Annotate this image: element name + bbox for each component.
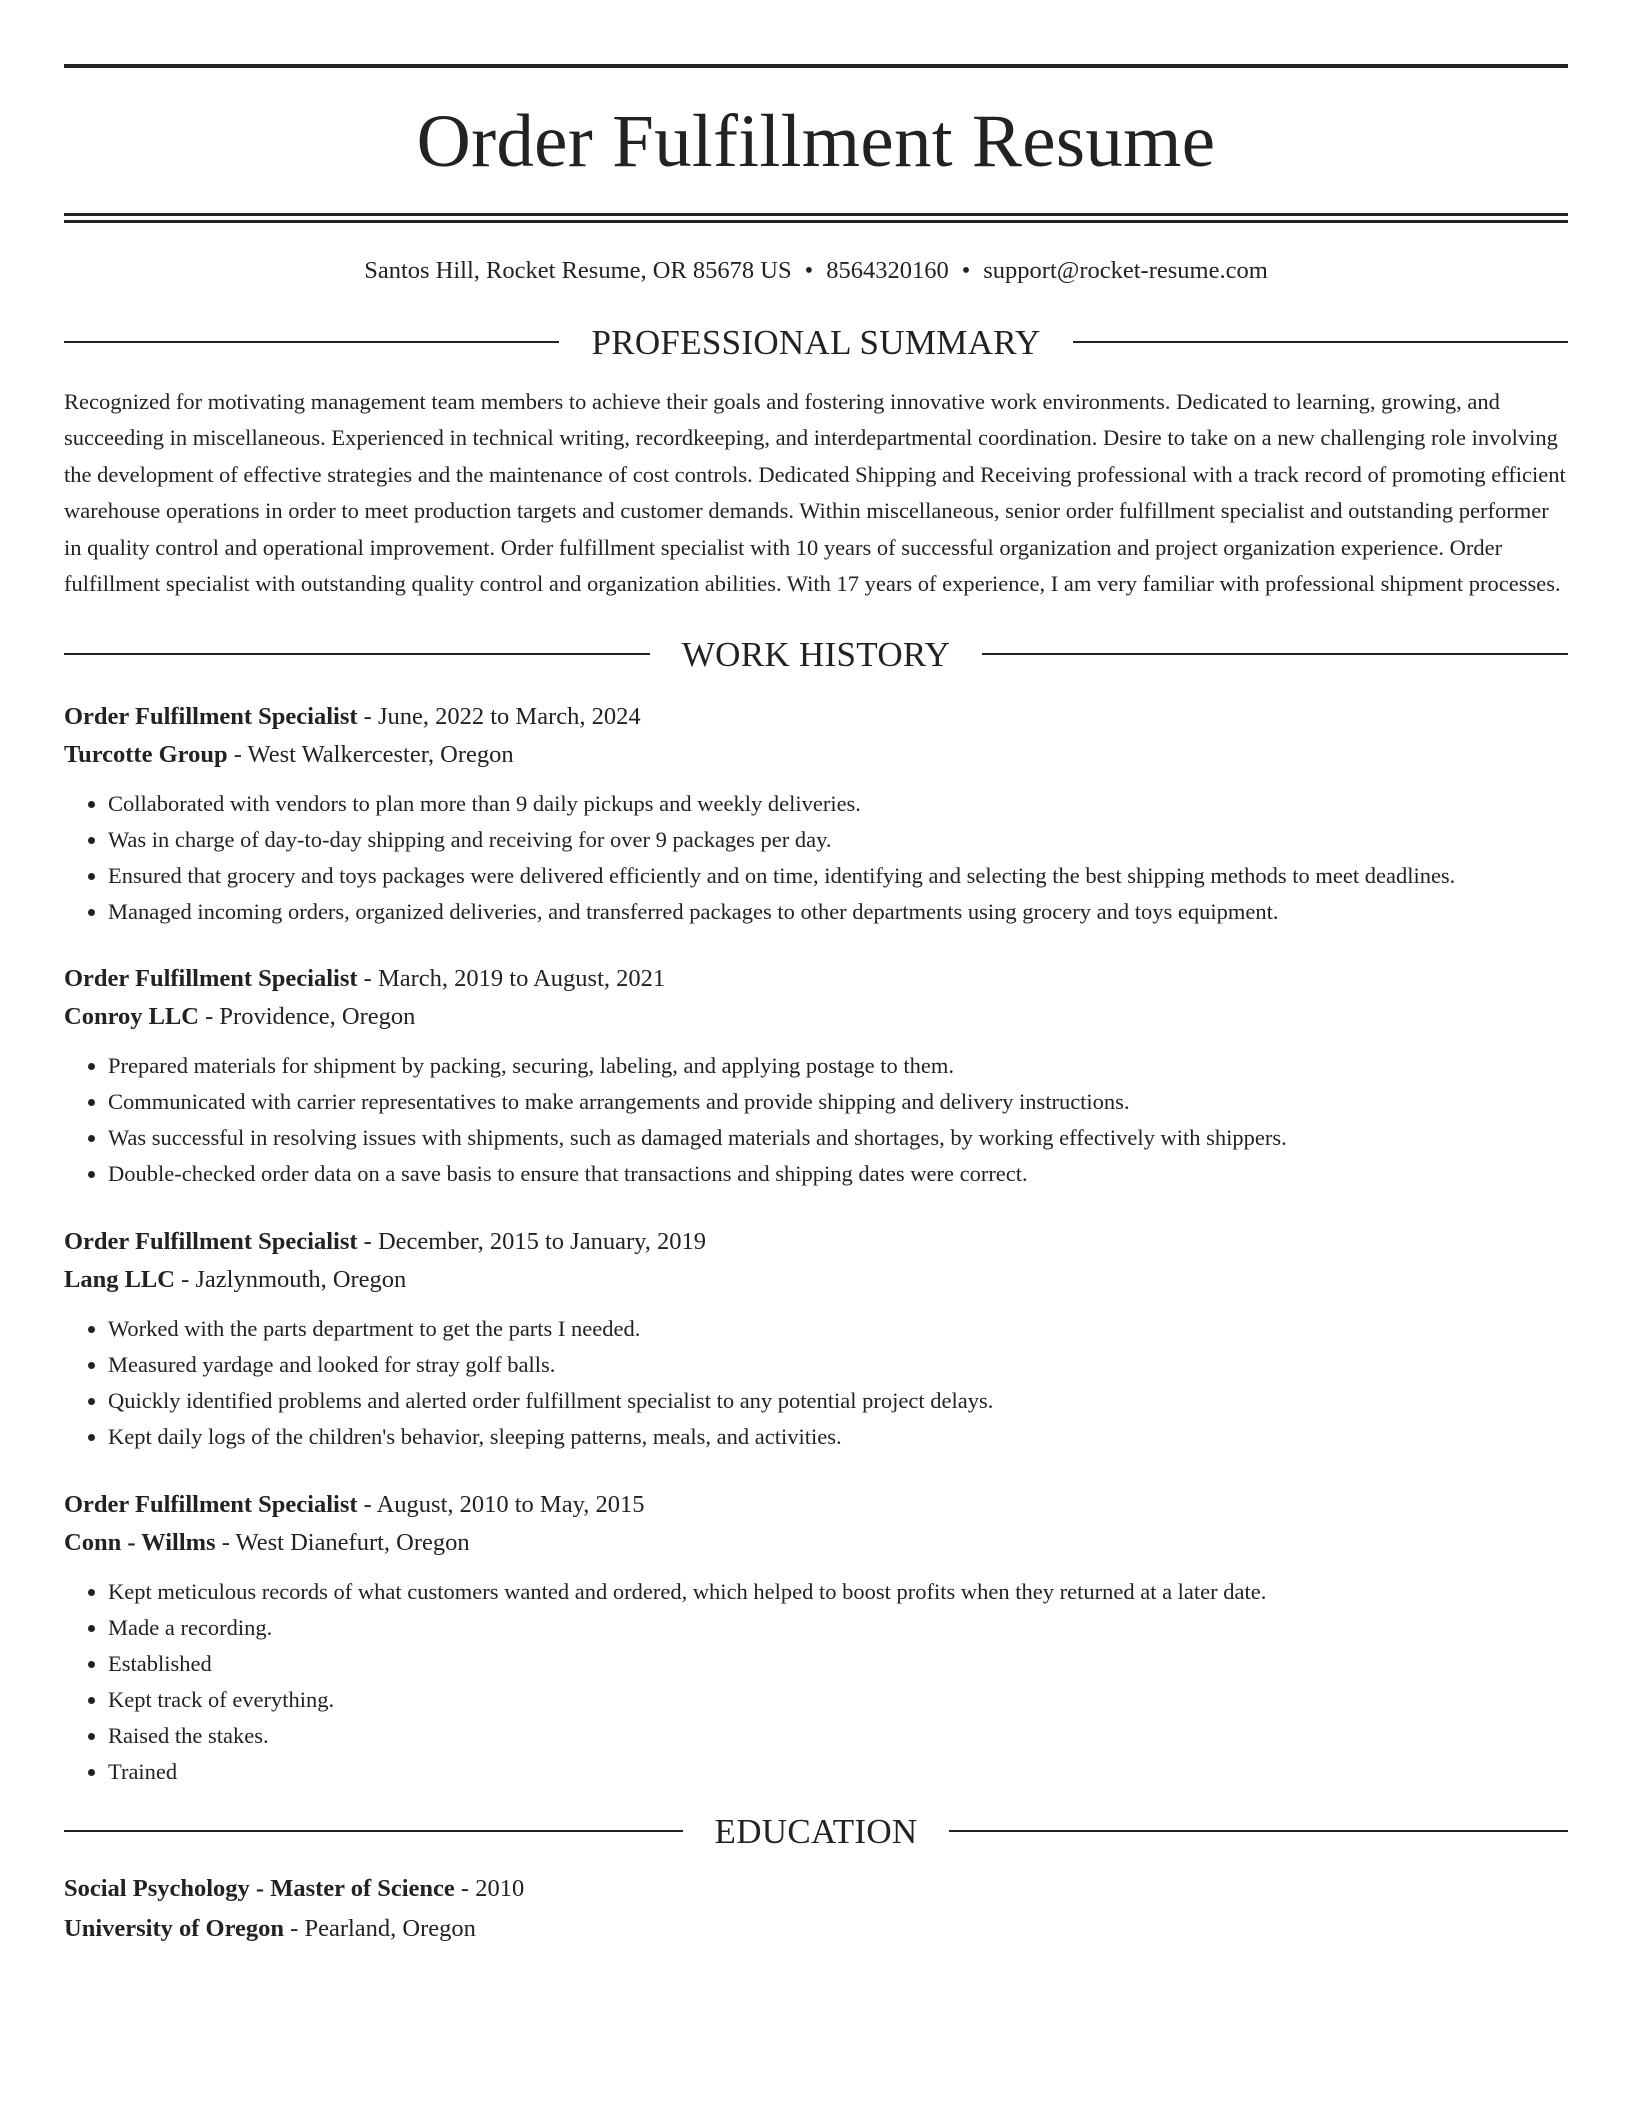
divider-line <box>64 653 650 655</box>
summary-text: Recognized for motivating management team members to achieve their goals and fostering innovative work environments. Dedicated to learning, growing, and succeeding in miscellaneous. Experienced in technical writing, recordkeeping, and interdepartmental coordination. Desire to take on a new challenging role involving the development of effective strategies and the maintenance of cost controls. Dedicated Shipping and Receiving professional with a track record of promoting efficient warehouse operations in order to meet production targets and customer demands. Within miscellaneous, senior order fulfillment specialist and outstanding performer in quality control and operational improvement. Order fulfillment specialist with 10 years of successful organization and project organization experience. Order fulfillment specialist with outstanding quality control and organization abilities. With 17 years of experience, I am very familiar with professional shipment processes. <box>64 388 1566 596</box>
education-entry <box>64 1869 1568 1949</box>
job-bullets <box>64 1048 1568 1192</box>
divider-line <box>64 1830 683 1832</box>
job-dates: - March, 2019 to August, 2021 <box>357 964 666 992</box>
education-degree-line <box>64 1869 1568 1909</box>
list-item: • Was successful in resolving issues with shipments, such as damaged materials and shortages, by working effectively with shippers. <box>108 1120 1568 1156</box>
section-title: PROFESSIONAL SUMMARY <box>591 322 1041 362</box>
list-item: • Quickly identified problems and alerted order fulfillment specialist to any potential project delays. <box>108 1383 1568 1419</box>
contact-email: support@rocket-resume.com <box>983 257 1268 284</box>
job-bullets <box>64 1311 1568 1455</box>
contact-separator: • <box>804 257 814 284</box>
list-item: • Measured yardage and looked for stray golf balls. <box>108 1347 1568 1383</box>
job-title: Order Fulfillment Specialist <box>64 1227 358 1255</box>
job-entry <box>64 698 1568 930</box>
job-entry <box>64 960 1568 1192</box>
job-bullets <box>64 786 1568 930</box>
job-location: - West Walkercester, Oregon <box>227 740 514 768</box>
contact-line <box>64 259 1568 284</box>
list-item: • Communicated with carrier representatives to make arrangements and provide shipping and delivery instructions. <box>108 1084 1568 1120</box>
education-year: - 2010 <box>454 1874 525 1902</box>
divider-line <box>1073 341 1568 343</box>
job-bullets <box>64 1574 1568 1790</box>
job-title: Order Fulfillment Specialist <box>64 1490 358 1518</box>
job-entry <box>64 1223 1568 1455</box>
list-item: • Trained <box>108 1754 1568 1790</box>
contact-separator: • <box>961 257 971 284</box>
list-item: • Was in charge of day-to-day shipping and receiving for over 9 packages per day. <box>108 822 1568 858</box>
job-title: Order Fulfillment Specialist <box>64 702 358 730</box>
section-heading-education <box>64 1811 1568 1851</box>
job-dates: - August, 2010 to May, 2015 <box>357 1490 645 1518</box>
list-item: • Prepared materials for shipment by packing, securing, labeling, and applying postage to them. <box>108 1048 1568 1084</box>
job-title-line <box>64 1223 1568 1261</box>
job-company: Conroy LLC <box>64 1002 200 1030</box>
section-heading-summary <box>64 322 1568 362</box>
job-company: Turcotte Group <box>64 740 228 768</box>
list-item: • Kept meticulous records of what customers wanted and ordered, which helped to boost profits when they returned at a later date. <box>108 1574 1568 1610</box>
top-rule <box>64 64 1568 68</box>
list-item: • Managed incoming orders, organized deliveries, and transferred packages to other departments using grocery and toys equipment. <box>108 894 1568 930</box>
education-location: - Pearland, Oregon <box>284 1914 476 1942</box>
section-title: WORK HISTORY <box>681 634 951 674</box>
job-dates: - June, 2022 to March, 2024 <box>357 702 641 730</box>
list-item: • Kept daily logs of the children's behavior, sleeping patterns, meals, and activities. <box>108 1419 1568 1455</box>
job-title: Order Fulfillment Specialist <box>64 964 358 992</box>
education-school-line <box>64 1909 1568 1949</box>
job-entry <box>64 1486 1568 1790</box>
job-company-line <box>64 736 1568 774</box>
list-item: • Kept track of everything. <box>108 1682 1568 1718</box>
list-item: • Raised the stakes. <box>108 1718 1568 1754</box>
list-item: • Ensured that grocery and toys packages were delivered efficiently and on time, identifying and selecting the best shipping methods to meet deadlines. <box>108 858 1568 894</box>
title-double-rule <box>64 213 1568 223</box>
job-title-line <box>64 1486 1568 1524</box>
contact-address: Santos Hill, Rocket Resume, OR 85678 US <box>364 257 792 284</box>
divider-line <box>949 1830 1568 1832</box>
section-heading-work <box>64 634 1568 674</box>
list-item: • Made a recording. <box>108 1610 1568 1646</box>
job-location: - West Dianefurt, Oregon <box>215 1528 470 1556</box>
job-location: - Jazlynmouth, Oregon <box>174 1265 407 1293</box>
list-item: • Double-checked order data on a save basis to ensure that transactions and shipping dates were correct. <box>108 1156 1568 1192</box>
divider-line <box>64 341 559 343</box>
job-title-line <box>64 698 1568 736</box>
job-dates: - December, 2015 to January, 2019 <box>357 1227 707 1255</box>
resume-page <box>64 64 1568 1949</box>
job-location: - Providence, Oregon <box>199 1002 416 1030</box>
job-company: Conn - Willms <box>64 1528 216 1556</box>
list-item: • Collaborated with vendors to plan more than 9 daily pickups and weekly deliveries. <box>108 786 1568 822</box>
contact-phone: 8564320160 <box>826 257 949 284</box>
job-company-line <box>64 998 1568 1036</box>
education-school: University of Oregon <box>64 1914 285 1942</box>
job-company: Lang LLC <box>64 1265 175 1293</box>
job-company-line <box>64 1524 1568 1562</box>
education-degree: Social Psychology - Master of Science <box>64 1874 455 1902</box>
list-item: • Established <box>108 1646 1568 1682</box>
section-title: EDUCATION <box>714 1811 918 1851</box>
job-title-line <box>64 960 1568 998</box>
resume-title: Order Fulfillment Resume <box>416 100 1216 183</box>
job-company-line <box>64 1261 1568 1299</box>
list-item: • Worked with the parts department to get the parts I needed. <box>108 1311 1568 1347</box>
divider-line <box>982 653 1568 655</box>
